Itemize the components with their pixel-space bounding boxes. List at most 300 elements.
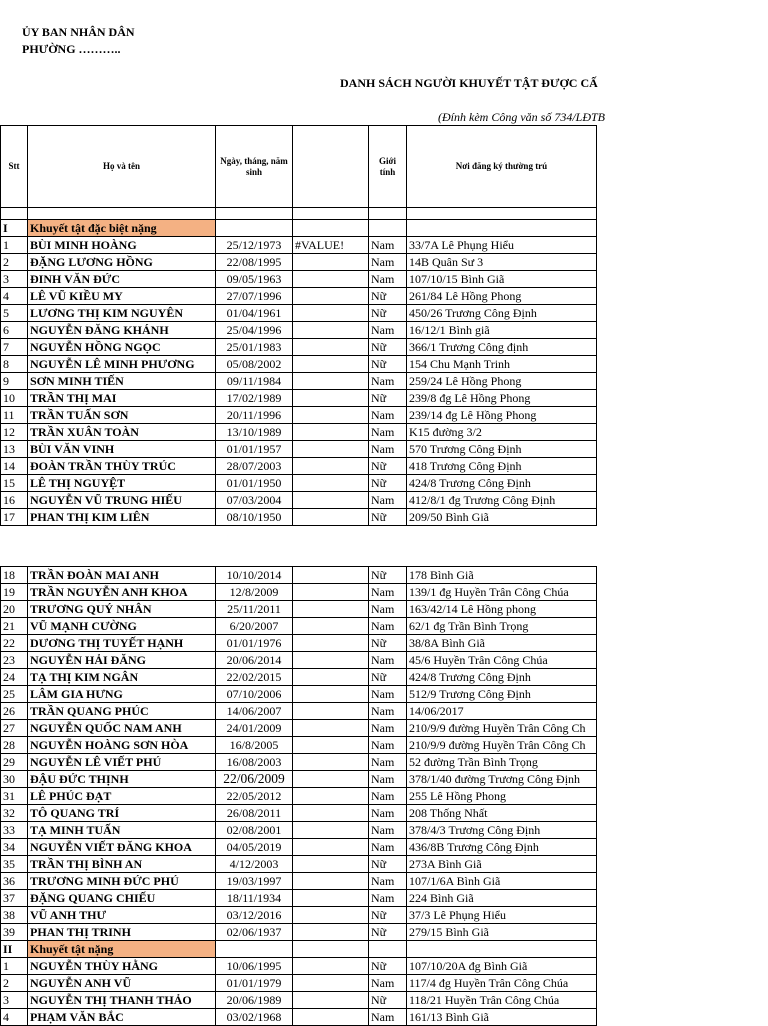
birth-date: 02/06/1937 [216,924,293,941]
birth-date: 08/10/1950 [216,509,293,526]
table-row [1,305,597,322]
person-name: LÊ PHÚC ĐẠT [28,788,216,805]
gender: Nữ [369,669,407,686]
person-name: LÂM GIA HƯNG [28,686,216,703]
row-number: 24 [1,669,28,686]
birth-date: 26/08/2011 [216,805,293,822]
person-name: TRẦN QUANG PHÚC [28,703,216,720]
gender: Nam [369,788,407,805]
gender: Nữ [369,475,407,492]
address: 139/1 đg Huyền Trân Công Chúa [407,584,597,601]
person-name: TRẦN ĐOÀN MAI ANH [28,567,216,584]
table-spacer-row [1,208,597,220]
document-title: DANH SÁCH NGƯỜI KHUYẾT TẬT ĐƯỢC CẤ [340,76,598,90]
address: 154 Chu Mạnh Trinh [407,356,597,373]
extra-value [293,424,369,441]
birth-date: 20/06/2014 [216,652,293,669]
extra-value [293,805,369,822]
extra-value [293,652,369,669]
gender: Nam [369,822,407,839]
birth-date: 25/01/1983 [216,339,293,356]
person-name: NGUYỄN VIẾT ĐĂNG KHOA [28,839,216,856]
gender: Nữ [369,305,407,322]
column-header-name: Họ và tên [28,126,216,208]
ward-name: PHƯỜNG ……….. [22,42,121,56]
gender: Nam [369,737,407,754]
table-row [1,475,597,492]
person-name: TẠ MINH TUẤN [28,822,216,839]
row-number: 25 [1,686,28,703]
gender: Nam [369,873,407,890]
birth-date: 14/06/2007 [216,703,293,720]
table-row [1,992,597,1009]
gender: Nữ [369,339,407,356]
extra-value [293,458,369,475]
table-row [1,856,597,873]
address: 163/42/14 Lê Hồng phong [407,601,597,618]
birth-date: 01/01/1979 [216,975,293,992]
list-table-part-1 [0,125,597,526]
address: 210/9/9 đường Huyền Trân Công Ch [407,720,597,737]
birth-date: 09/11/1984 [216,373,293,390]
address: 37/3 Lê Phụng Hiểu [407,907,597,924]
gender: Nam [369,720,407,737]
address: 38/8A Bình Giã [407,635,597,652]
extra-value [293,924,369,941]
table-row [1,407,597,424]
table-row [1,669,597,686]
extra-value [293,356,369,373]
birth-date: 10/06/1995 [216,958,293,975]
birth-date: 03/02/1968 [216,1009,293,1026]
extra-value: #VALUE! [293,237,369,254]
person-name: ĐẶNG QUANG CHIẾU [28,890,216,907]
person-name: NGUYỄN THỊ THANH THẢO [28,992,216,1009]
extra-value [293,441,369,458]
person-name: NGUYỄN HẢI ĐĂNG [28,652,216,669]
gender: Nam [369,441,407,458]
person-name: TÔ QUANG TRÍ [28,805,216,822]
row-number: 35 [1,856,28,873]
address: 450/26 Trương Công Định [407,305,597,322]
gender: Nam [369,771,407,788]
gender: Nam [369,975,407,992]
row-number: 8 [1,356,28,373]
table-row [1,1009,597,1026]
address: 224 Bình Giã [407,890,597,907]
address: 117/4 đg Huyền Trân Công Chúa [407,975,597,992]
table-row [1,805,597,822]
table-row [1,907,597,924]
gender: Nam [369,322,407,339]
address: 378/1/40 đường Trương Công Định [407,771,597,788]
extra-value [293,618,369,635]
row-number: 20 [1,601,28,618]
person-name: ĐẬU ĐỨC THỊNH [28,771,216,788]
address: 62/1 đg Trần Bình Trọng [407,618,597,635]
birth-date: 13/10/1989 [216,424,293,441]
row-number: 19 [1,584,28,601]
person-name: NGUYỄN HỒNG NGỌC [28,339,216,356]
person-name: LÊ VŨ KIỀU MY [28,288,216,305]
row-number: 31 [1,788,28,805]
row-number: 11 [1,407,28,424]
section-number: I [1,220,28,237]
gender: Nam [369,618,407,635]
table-row [1,567,597,584]
extra-value [293,788,369,805]
birth-date: 22/02/2015 [216,669,293,686]
row-number: 32 [1,805,28,822]
table-row [1,686,597,703]
person-name: NGUYỄN LÊ VIẾT PHÚ [28,754,216,771]
table-row [1,458,597,475]
table-row [1,424,597,441]
person-name: TRẦN THỊ MAI [28,390,216,407]
gender: Nam [369,754,407,771]
table-row [1,720,597,737]
row-number: 12 [1,424,28,441]
extra-value [293,737,369,754]
table-row [1,958,597,975]
extra-value [293,509,369,526]
table-row [1,618,597,635]
birth-date: 09/05/1963 [216,271,293,288]
table-row [1,754,597,771]
table-row [1,390,597,407]
extra-value [293,373,369,390]
person-name: DƯƠNG THỊ TUYẾT HẠNH [28,635,216,652]
extra-value [293,407,369,424]
address: 178 Bình Giã [407,567,597,584]
extra-value [293,322,369,339]
birth-date: 05/08/2002 [216,356,293,373]
table-row [1,788,597,805]
person-name: NGUYỄN VŨ TRUNG HIẾU [28,492,216,509]
table-row [1,601,597,618]
column-header-extra [293,126,369,208]
gender: Nam [369,407,407,424]
row-number: 1 [1,958,28,975]
extra-value [293,686,369,703]
birth-date: 16/8/2005 [216,737,293,754]
table-row [1,652,597,669]
person-name: PHAN THỊ TRINH [28,924,216,941]
person-name: TRẦN TUẤN SƠN [28,407,216,424]
table-row [1,975,597,992]
gender: Nam [369,373,407,390]
table-row [1,254,597,271]
column-header-dob: Ngày, tháng, năm sinh [216,126,293,208]
extra-value [293,1009,369,1026]
extra-value [293,856,369,873]
person-name: TRẦN XUÂN TOÀN [28,424,216,441]
row-number: 18 [1,567,28,584]
birth-date: 01/01/1957 [216,441,293,458]
row-number: 37 [1,890,28,907]
document-subtitle: (Đính kèm Công văn số 734/LĐTB [438,110,605,124]
gender: Nam [369,686,407,703]
gender: Nữ [369,992,407,1009]
person-name: BÙI VĂN VINH [28,441,216,458]
section-row [1,220,597,237]
birth-date: 01/01/1976 [216,635,293,652]
table-row [1,924,597,941]
address: 33/7A Lê Phụng Hiểu [407,237,597,254]
person-name: ĐẶNG LƯƠNG HỒNG [28,254,216,271]
birth-date: 20/11/1996 [216,407,293,424]
row-number: 3 [1,271,28,288]
address: 52 đường Trần Bình Trọng [407,754,597,771]
birth-date: 19/03/1997 [216,873,293,890]
birth-date: 07/10/2006 [216,686,293,703]
row-number: 16 [1,492,28,509]
birth-date: 10/10/2014 [216,567,293,584]
gender: Nữ [369,288,407,305]
gender: Nữ [369,907,407,924]
gender: Nam [369,424,407,441]
birth-date: 22/06/2009 [216,771,293,788]
gender: Nữ [369,924,407,941]
address: 239/8 đg Lê Hồng Phong [407,390,597,407]
row-number: 34 [1,839,28,856]
row-number: 21 [1,618,28,635]
extra-value [293,890,369,907]
gender: Nam [369,254,407,271]
extra-value [293,703,369,720]
address: 378/4/3 Trương Công Định [407,822,597,839]
person-name: ĐOÀN TRẦN THÙY TRÚC [28,458,216,475]
person-name: LÊ THỊ NGUYỆT [28,475,216,492]
address: 208 Thống Nhất [407,805,597,822]
row-number: 4 [1,1009,28,1026]
table-row [1,339,597,356]
list-table-part-2 [0,566,597,1026]
extra-value [293,771,369,788]
row-number: 26 [1,703,28,720]
address: 209/50 Bình Giã [407,509,597,526]
address: 259/24 Lê Hồng Phong [407,373,597,390]
gender: Nam [369,1009,407,1026]
person-name: NGUYỄN HOÀNG SƠN HÒA [28,737,216,754]
table-block-2 [0,566,617,1026]
table-row [1,288,597,305]
row-number: 22 [1,635,28,652]
table-row [1,356,597,373]
gender: Nam [369,805,407,822]
table-row [1,737,597,754]
person-name: LƯƠNG THỊ KIM NGUYÊN [28,305,216,322]
table-row [1,373,597,390]
section-label: Khuyết tật nặng [28,941,216,958]
address: K15 đường 3/2 [407,424,597,441]
address: 14B Quân Sư 3 [407,254,597,271]
gender: Nữ [369,635,407,652]
gender: Nam [369,584,407,601]
gender: Nam [369,601,407,618]
person-name: NGUYỄN ĐĂNG KHÁNH [28,322,216,339]
extra-value [293,567,369,584]
birth-date: 01/04/1961 [216,305,293,322]
address: 107/10/20A đg Bình Giã [407,958,597,975]
gender: Nam [369,237,407,254]
row-number: 13 [1,441,28,458]
row-number: 2 [1,254,28,271]
birth-date: 17/02/1989 [216,390,293,407]
table-row [1,322,597,339]
birth-date: 28/07/2003 [216,458,293,475]
birth-date: 07/03/2004 [216,492,293,509]
birth-date: 12/8/2009 [216,584,293,601]
row-number: 3 [1,992,28,1009]
extra-value [293,254,369,271]
gender: Nữ [369,390,407,407]
extra-value [293,584,369,601]
extra-value [293,822,369,839]
gender: Nam [369,271,407,288]
row-number: 27 [1,720,28,737]
birth-date: 03/12/2016 [216,907,293,924]
address: 261/84 Lê Hồng Phong [407,288,597,305]
column-header-address: Nơi đăng ký thường trú [407,126,597,208]
person-name: BÙI MINH HOÀNG [28,237,216,254]
birth-date: 25/04/1996 [216,322,293,339]
birth-date: 24/01/2009 [216,720,293,737]
gender: Nữ [369,458,407,475]
row-number: 10 [1,390,28,407]
address: 436/8B Trương Công Định [407,839,597,856]
row-number: 23 [1,652,28,669]
extra-value [293,720,369,737]
table-row [1,441,597,458]
birth-date: 18/11/1934 [216,890,293,907]
address: 412/8/1 đg Trương Công Định [407,492,597,509]
table-row [1,703,597,720]
row-number: 9 [1,373,28,390]
row-number: 39 [1,924,28,941]
person-name: TRƯƠNG QUÝ NHÂN [28,601,216,618]
row-number: 7 [1,339,28,356]
person-name: TRẦN THỊ BÌNH AN [28,856,216,873]
extra-value [293,475,369,492]
person-name: VŨ MẠNH CƯỜNG [28,618,216,635]
section-row [1,941,597,958]
gender: Nam [369,492,407,509]
birth-date: 25/11/2011 [216,601,293,618]
person-name: NGUYỄN THÙY HẰNG [28,958,216,975]
table-row [1,822,597,839]
table-row [1,509,597,526]
row-number: 5 [1,305,28,322]
row-number: 38 [1,907,28,924]
extra-value [293,907,369,924]
address: 273A Bình Giã [407,856,597,873]
person-name: VŨ ANH THƯ [28,907,216,924]
row-number: 17 [1,509,28,526]
gender: Nam [369,703,407,720]
column-header-gender: Giới tính [369,126,407,208]
gender: Nam [369,839,407,856]
person-name: NGUYỄN LÊ MINH PHƯƠNG [28,356,216,373]
address: 107/1/6A Bình Giã [407,873,597,890]
section-label: Khuyết tật đặc biệt nặng [28,220,216,237]
table-block-1 [0,125,617,526]
extra-value [293,305,369,322]
row-number: 1 [1,237,28,254]
extra-value [293,839,369,856]
extra-value [293,601,369,618]
table-row [1,635,597,652]
row-number: 4 [1,288,28,305]
gender: Nam [369,652,407,669]
address: 210/9/9 đường Huyền Trân Công Ch [407,737,597,754]
table-row [1,237,597,254]
table-row [1,492,597,509]
birth-date: 6/20/2007 [216,618,293,635]
row-number: 29 [1,754,28,771]
row-number: 6 [1,322,28,339]
gender: Nữ [369,856,407,873]
extra-value [293,669,369,686]
table-row [1,271,597,288]
address: 279/15 Bình Giã [407,924,597,941]
table-row [1,890,597,907]
address: 424/8 Trương Công Định [407,475,597,492]
address: 255 Lê Hồng Phong [407,788,597,805]
birth-date: 01/01/1950 [216,475,293,492]
row-number: 2 [1,975,28,992]
address: 366/1 Trương Công định [407,339,597,356]
extra-value [293,754,369,771]
person-name: NGUYỄN QUỐC NAM ANH [28,720,216,737]
row-number: 33 [1,822,28,839]
extra-value [293,390,369,407]
extra-value [293,975,369,992]
address: 570 Trương Công Định [407,441,597,458]
person-name: TẠ THỊ KIM NGÂN [28,669,216,686]
table-row [1,584,597,601]
address: 424/8 Trương Công Định [407,669,597,686]
extra-value [293,873,369,890]
column-header-stt: Stt [1,126,28,208]
gender: Nữ [369,356,407,373]
birth-date: 4/12/2003 [216,856,293,873]
person-name: TRƯƠNG MINH ĐỨC PHÚ [28,873,216,890]
birth-date: 16/08/2003 [216,754,293,771]
row-number: 14 [1,458,28,475]
person-name: ĐINH VĂN ĐỨC [28,271,216,288]
row-number: 30 [1,771,28,788]
person-name: NGUYỄN ANH VŨ [28,975,216,992]
extra-value [293,288,369,305]
address: 239/14 đg Lê Hồng Phong [407,407,597,424]
address: 14/06/2017 [407,703,597,720]
person-name: TRẦN NGUYỄN ANH KHOA [28,584,216,601]
row-number: 15 [1,475,28,492]
extra-value [293,339,369,356]
extra-value [293,992,369,1009]
address: 418 Trương Công Định [407,458,597,475]
birth-date: 25/12/1973 [216,237,293,254]
row-number: 36 [1,873,28,890]
address: 107/10/15 Bình Giã [407,271,597,288]
person-name: PHẠM VĂN BẮC [28,1009,216,1026]
gender: Nữ [369,567,407,584]
extra-value [293,271,369,288]
extra-value [293,492,369,509]
birth-date: 02/08/2001 [216,822,293,839]
address: 45/6 Huyền Trân Công Chúa [407,652,597,669]
